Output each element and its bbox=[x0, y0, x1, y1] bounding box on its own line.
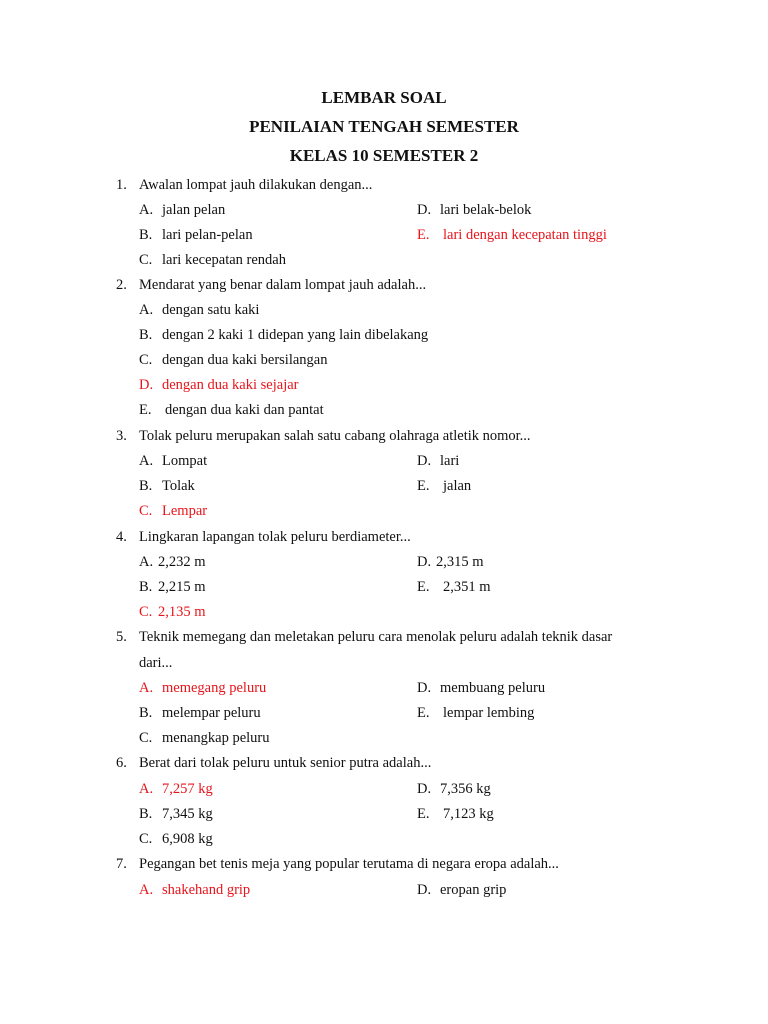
option-label: B. bbox=[139, 227, 153, 243]
option-label: E. bbox=[417, 579, 430, 595]
option-text: lari belak-belok bbox=[440, 202, 532, 218]
option-text: 2,315 m bbox=[436, 554, 484, 570]
correct-option-text: dengan dua kaki sejajar bbox=[162, 377, 299, 393]
option-text: eropan grip bbox=[440, 882, 507, 898]
correct-option-text: shakehand grip bbox=[162, 882, 251, 898]
option-text: 2,232 m bbox=[158, 554, 206, 570]
option-text: dengan satu kaki bbox=[162, 302, 260, 318]
question-text: Berat dari tolak peluru untuk senior putra adalah... bbox=[139, 755, 432, 771]
option-label: D. bbox=[417, 202, 432, 218]
correct-option-text: memegang peluru bbox=[162, 680, 267, 696]
correct-option-label: A. bbox=[139, 680, 154, 696]
question-number: 5. bbox=[116, 629, 127, 645]
question-number: 6. bbox=[116, 755, 127, 771]
option-text: 6,908 kg bbox=[162, 831, 213, 847]
correct-option-text: 7,257 kg bbox=[162, 781, 213, 797]
option-text: dengan dua kaki dan pantat bbox=[165, 402, 324, 418]
option-label: E. bbox=[417, 705, 430, 721]
question-number: 7. bbox=[116, 856, 127, 872]
option-label: D. bbox=[417, 882, 432, 898]
question-text: Lingkaran lapangan tolak peluru berdiameter... bbox=[139, 529, 411, 545]
correct-option-label: A. bbox=[139, 781, 154, 797]
correct-option-text: 2,135 m bbox=[158, 604, 206, 620]
class-semester: KELAS 10 SEMESTER 2 bbox=[289, 146, 479, 165]
option-text: membuang peluru bbox=[440, 680, 546, 696]
correct-option-label: D. bbox=[139, 377, 154, 393]
option-text: lari pelan-pelan bbox=[162, 227, 253, 243]
option-label: C. bbox=[139, 730, 153, 746]
option-label: B. bbox=[139, 478, 153, 494]
option-text: Lompat bbox=[162, 453, 208, 469]
option-text: 2,351 m bbox=[443, 579, 491, 595]
option-label: D. bbox=[417, 781, 432, 797]
option-label: C. bbox=[139, 252, 153, 268]
option-label: B. bbox=[139, 806, 153, 822]
option-label: D. bbox=[417, 554, 432, 570]
option-text: dengan dua kaki bersilangan bbox=[162, 352, 328, 368]
option-label: E. bbox=[417, 478, 430, 494]
question-text: Tolak peluru merupakan salah satu cabang olahraga atletik nomor... bbox=[139, 428, 531, 444]
option-text: Tolak bbox=[162, 478, 195, 494]
exam-name: PENILAIAN TENGAH SEMESTER bbox=[249, 117, 519, 136]
option-text: dengan 2 kaki 1 didepan yang lain dibelakang bbox=[162, 327, 429, 343]
option-label: A. bbox=[139, 202, 154, 218]
option-label: B. bbox=[139, 327, 153, 343]
option-label: D. bbox=[417, 453, 432, 469]
option-text: 7,123 kg bbox=[443, 806, 494, 822]
option-label: A. bbox=[139, 302, 154, 318]
option-label: A. bbox=[139, 554, 154, 570]
correct-option-label: A. bbox=[139, 882, 154, 898]
correct-option-label: E. bbox=[417, 227, 430, 243]
option-text: 7,356 kg bbox=[440, 781, 491, 797]
option-text: jalan bbox=[443, 478, 472, 494]
question-text: Teknik memegang dan meletakan peluru cara menolak peluru adalah teknik dasar bbox=[139, 629, 613, 645]
option-label: B. bbox=[139, 705, 153, 721]
option-text: lari bbox=[440, 453, 460, 469]
option-text: menangkap peluru bbox=[162, 730, 270, 746]
correct-option-text: Lempar bbox=[162, 503, 208, 519]
question-text-continued: dari... bbox=[139, 655, 173, 671]
correct-option-text: lari dengan kecepatan tinggi bbox=[443, 227, 607, 243]
option-text: 2,215 m bbox=[158, 579, 206, 595]
question-number: 2. bbox=[116, 277, 127, 293]
option-label: D. bbox=[417, 680, 432, 696]
question-text: Pegangan bet tenis meja yang popular terutama di negara eropa adalah... bbox=[139, 856, 559, 872]
question-text: Awalan lompat jauh dilakukan dengan... bbox=[139, 177, 373, 193]
option-text: melempar peluru bbox=[162, 705, 261, 721]
option-label: A. bbox=[139, 453, 154, 469]
question-text: Mendarat yang benar dalam lompat jauh adalah... bbox=[139, 277, 427, 293]
question-number: 4. bbox=[116, 529, 127, 545]
sheet-title: LEMBAR SOAL bbox=[321, 88, 447, 107]
option-label: B. bbox=[139, 579, 153, 595]
option-label: C. bbox=[139, 831, 153, 847]
question-number: 1. bbox=[116, 177, 127, 193]
option-text: lempar lembing bbox=[443, 705, 535, 721]
option-text: lari kecepatan rendah bbox=[162, 252, 286, 268]
option-label: E. bbox=[139, 402, 152, 418]
option-label: C. bbox=[139, 352, 153, 368]
option-text: 7,345 kg bbox=[162, 806, 213, 822]
option-label: E. bbox=[417, 806, 430, 822]
correct-option-label: C. bbox=[139, 604, 153, 620]
option-text: jalan pelan bbox=[162, 202, 226, 218]
correct-option-label: C. bbox=[139, 503, 153, 519]
question-number: 3. bbox=[116, 428, 127, 444]
